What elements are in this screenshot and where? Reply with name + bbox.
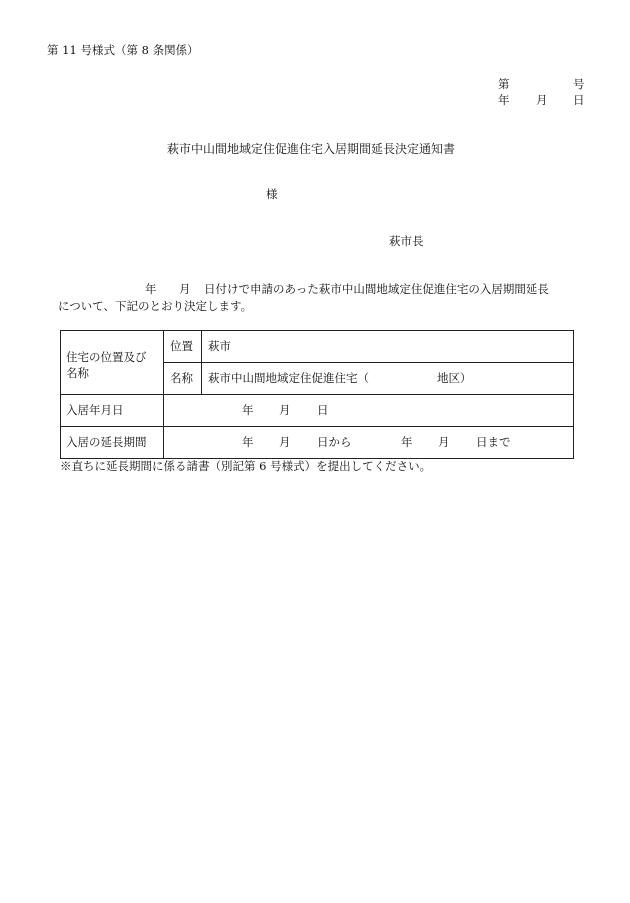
table-divider: [163, 330, 164, 459]
body-text-line1: 日付けで申請のあった萩市中山間地域定住促進住宅の入居期間延長: [204, 282, 549, 296]
footnote: ※直ちに延長期間に係る請書（別記第 6 号様式）を提出してください。: [60, 459, 432, 473]
ext-to-month: 月: [438, 435, 450, 449]
issue-date-day: 日: [573, 93, 585, 107]
body-text-line2: について、下記のとおり決定します。: [58, 299, 253, 313]
table-divider: [201, 330, 202, 395]
addressee-suffix: 様: [266, 187, 278, 201]
move-in-label: 入居年月日: [66, 403, 124, 417]
extension-label: 入居の延長期間: [66, 435, 147, 449]
move-in-year: 年: [242, 403, 254, 417]
table-divider: [163, 362, 574, 363]
application-date-year: 年: [145, 282, 157, 296]
table-border-top: [60, 330, 574, 331]
ext-to-year: 年: [401, 435, 413, 449]
issue-date-month: 月: [536, 93, 548, 107]
location-label: 位置: [170, 339, 193, 353]
doc-number-suffix: 号: [573, 77, 585, 91]
ext-from-day: 日から: [317, 435, 352, 449]
table-divider: [60, 426, 574, 427]
table-divider: [60, 394, 574, 395]
move-in-month: 月: [279, 403, 291, 417]
name-value-suffix: 地区）: [437, 371, 472, 385]
document-title: 萩市中山間地域定住促進住宅入居期間延長決定通知書: [167, 142, 456, 156]
location-value: 萩市: [208, 339, 231, 353]
issuer: 萩市長: [389, 234, 424, 248]
name-value-prefix: 萩市中山間地域定住促進住宅（: [208, 371, 369, 385]
doc-number-label: 第: [498, 77, 510, 91]
ext-to-day: 日まで: [476, 435, 511, 449]
ext-from-month: 月: [279, 435, 291, 449]
move-in-day: 日: [317, 403, 329, 417]
residence-header: 住宅の位置及び 名称: [66, 350, 147, 380]
application-date-month: 月: [179, 282, 191, 296]
issue-date-year: 年: [498, 93, 510, 107]
name-label: 名称: [170, 371, 193, 385]
ext-from-year: 年: [242, 435, 254, 449]
table-border-left: [60, 330, 61, 459]
form-number: 第 11 号様式（第 8 条関係）: [47, 43, 199, 57]
table-border-right: [573, 330, 574, 459]
